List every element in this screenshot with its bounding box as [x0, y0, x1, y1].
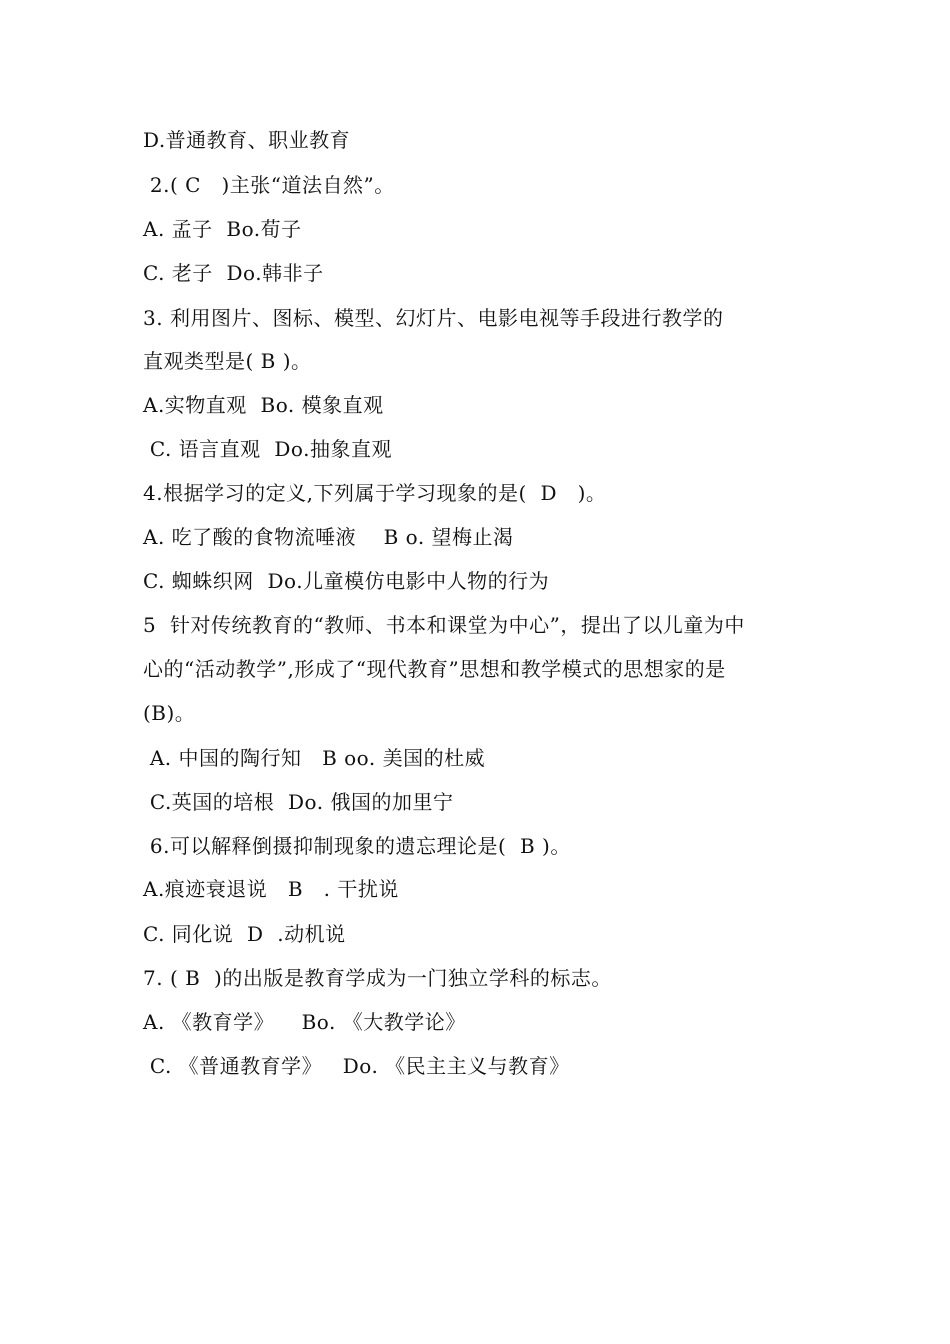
question-7-options-ab: A. 《教育学》 Bo. 《大教学论》: [143, 1010, 466, 1034]
question-5-options-ab: A. 中国的陶行知 B oo. 美国的杜威: [143, 746, 486, 770]
question-4: 4.根据学习的定义,下列属于学习现象的是( D )。: [143, 481, 607, 505]
question-4-options-cd: C. 蜘蛛织网 Do.儿童模仿电影中人物的行为: [143, 569, 550, 593]
text-line-d-option: D.普通教育、职业教育: [143, 128, 351, 152]
question-2: 2.( C )主张“道法自然”。: [143, 173, 395, 197]
question-3-line-1: 3. 利用图片、图标、模型、幻灯片、电影电视等手段进行教学的: [143, 306, 724, 330]
question-6-options-cd: C. 同化说 D .动机说: [143, 922, 346, 946]
question-7: 7. ( B )的出版是教育学成为一门独立学科的标志。: [143, 966, 612, 990]
question-2-options-cd: C. 老子 Do.韩非子: [143, 261, 324, 285]
question-5-line-3: (B)。: [143, 701, 196, 725]
question-7-options-cd: C. 《普通教育学》 Do. 《民主主义与教育》: [143, 1054, 570, 1078]
question-5-line-2: 心的“活动教学”,形成了“现代教育”思想和教学模式的思想家的是: [143, 657, 726, 681]
question-5-line-1: 5 针对传统教育的“教师、书本和课堂为中心”，提出了以儿童为中: [143, 613, 745, 637]
question-2-options-ab: A. 孟子 Bo.荀子: [143, 217, 302, 241]
question-3-line-2: 直观类型是( B )。: [143, 349, 312, 373]
question-3-options-cd: C. 语言直观 Do.抽象直观: [143, 437, 392, 461]
question-3-options-ab: A.实物直观 Bo. 模象直观: [143, 393, 384, 417]
question-5-options-cd: C.英国的培根 Do. 俄国的加里宁: [143, 790, 454, 814]
question-4-options-ab: A. 吃了酸的食物流唾液 B o. 望梅止渴: [143, 525, 514, 549]
question-6: 6.可以解释倒摄抑制现象的遗忘理论是( B )。: [143, 834, 571, 858]
question-6-options-ab: A.痕迹衰退说 B . 干扰说: [143, 877, 399, 901]
